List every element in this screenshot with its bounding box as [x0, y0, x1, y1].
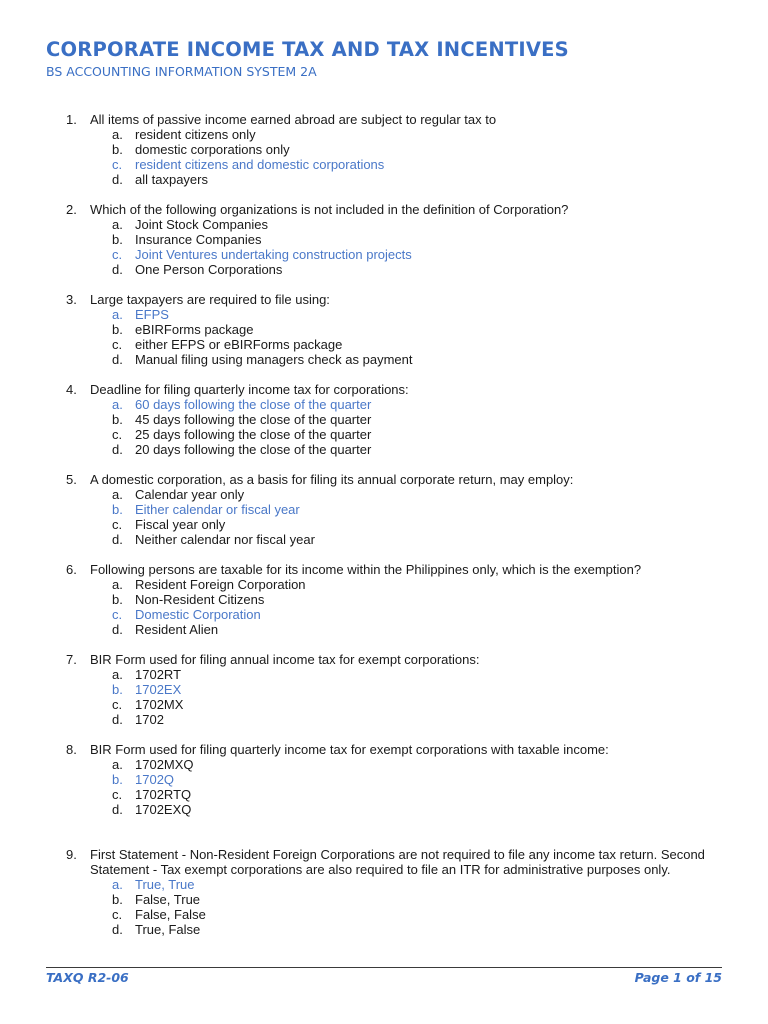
- option-list: [112, 127, 768, 187]
- option-item: [112, 487, 768, 502]
- option-text: Neither calendar nor fiscal year: [135, 532, 315, 547]
- option-letter: a.: [112, 307, 123, 322]
- option-text: 1702RT: [135, 667, 182, 682]
- option-text: Joint Stock Companies: [135, 217, 268, 232]
- option-letter: b.: [112, 412, 123, 427]
- option-text: Insurance Companies: [135, 232, 262, 247]
- option-text: False, False: [135, 907, 206, 922]
- option-letter: d.: [112, 712, 123, 727]
- option-text: 20 days following the close of the quarter: [135, 442, 372, 457]
- option-item: [112, 322, 768, 337]
- question-item: [0, 847, 768, 937]
- option-letter: c.: [112, 787, 123, 802]
- option-text: eBIRForms package: [135, 322, 254, 337]
- option-letter: d.: [112, 802, 123, 817]
- option-item: [112, 262, 768, 277]
- option-item: [112, 892, 768, 907]
- question-text: A domestic corporation, as a basis for filing its annual corporate return, may employ:: [90, 472, 574, 487]
- option-text: 45 days following the close of the quarter: [135, 412, 372, 427]
- question-text: All items of passive income earned abroad are subject to regular tax to: [90, 112, 497, 127]
- option-item: [112, 907, 768, 922]
- option-text: 1702MXQ: [135, 757, 194, 772]
- option-text: either EFPS or eBIRForms package: [135, 337, 343, 352]
- question-number: 2.: [66, 202, 77, 217]
- option-item: [112, 592, 768, 607]
- question-number: 4.: [66, 382, 77, 397]
- correct-option: [112, 247, 768, 262]
- option-item: [112, 442, 768, 457]
- option-text: Manual filing using managers check as payment: [135, 352, 413, 367]
- option-text: Non-Resident Citizens: [135, 592, 265, 607]
- question-item: [0, 112, 768, 187]
- option-item: [112, 697, 768, 712]
- option-list: [112, 217, 768, 277]
- question-number: 3.: [66, 292, 77, 307]
- option-text: Domestic Corporation: [135, 607, 261, 622]
- question-text: Following persons are taxable for its income within the Philippines only, which is the exemption?: [90, 562, 642, 577]
- option-letter: a.: [112, 217, 123, 232]
- option-item: [112, 232, 768, 247]
- option-letter: d.: [112, 922, 123, 937]
- question-number: 7.: [66, 652, 77, 667]
- correct-option: [112, 307, 768, 322]
- document-title: CORPORATE INCOME TAX AND TAX INCENTIVES: [46, 38, 569, 61]
- option-letter: d.: [112, 532, 123, 547]
- option-text: EFPS: [135, 307, 169, 322]
- option-item: [112, 337, 768, 352]
- option-text: False, True: [135, 892, 201, 907]
- option-letter: d.: [112, 262, 123, 277]
- option-list: [112, 577, 768, 637]
- question-item: [0, 202, 768, 277]
- document-subtitle: BS ACCOUNTING INFORMATION SYSTEM 2A: [46, 64, 317, 79]
- option-text: Either calendar or fiscal year: [135, 502, 300, 517]
- option-text: resident citizens and domestic corporations: [135, 157, 385, 172]
- option-item: [112, 517, 768, 532]
- question-number: 8.: [66, 742, 77, 757]
- question-text: Large taxpayers are required to file using:: [90, 292, 330, 307]
- option-letter: c.: [112, 907, 123, 922]
- option-letter: c.: [112, 337, 123, 352]
- question-text: Deadline for filing quarterly income tax for corporations:: [90, 382, 409, 397]
- option-text: True, False: [135, 922, 201, 937]
- option-item: [112, 667, 768, 682]
- footer-code: TAXQ R2-06: [46, 970, 129, 985]
- option-letter: b.: [112, 322, 123, 337]
- option-letter: a.: [112, 757, 123, 772]
- correct-option: [112, 607, 768, 622]
- option-text: domestic corporations only: [135, 142, 290, 157]
- option-letter: a.: [112, 667, 123, 682]
- option-list: [112, 487, 768, 547]
- option-letter: c.: [112, 607, 123, 622]
- question-number: 6.: [66, 562, 77, 577]
- option-letter: d.: [112, 622, 123, 637]
- question-number: 1.: [66, 112, 77, 127]
- option-letter: b.: [112, 142, 123, 157]
- option-item: [112, 757, 768, 772]
- option-letter: b.: [112, 502, 123, 517]
- question-item: [0, 742, 768, 817]
- option-text: True, True: [135, 877, 195, 892]
- option-item: [112, 712, 768, 727]
- question-text: First Statement - Non-Resident Foreign Corporations are not required to file any income tax return. Second Statement - Tax exempt corporations are also required to file an ITR for administrative purposes only.: [90, 847, 705, 877]
- option-item: [112, 217, 768, 232]
- option-letter: c.: [112, 697, 123, 712]
- option-item: [112, 787, 768, 802]
- option-text: 1702: [135, 712, 164, 727]
- option-letter: b.: [112, 232, 123, 247]
- option-item: [112, 127, 768, 142]
- option-item: [112, 922, 768, 937]
- option-list: [112, 397, 768, 457]
- question-item: [0, 652, 768, 727]
- option-text: Resident Alien: [135, 622, 219, 637]
- option-text: all taxpayers: [135, 172, 208, 187]
- option-text: 1702EX: [135, 682, 182, 697]
- option-text: Resident Foreign Corporation: [135, 577, 306, 592]
- option-letter: b.: [112, 682, 123, 697]
- option-text: 1702MX: [135, 697, 184, 712]
- option-text: 25 days following the close of the quarter: [135, 427, 372, 442]
- option-letter: a.: [112, 487, 123, 502]
- option-item: [112, 802, 768, 817]
- option-text: Calendar year only: [135, 487, 245, 502]
- option-letter: b.: [112, 892, 123, 907]
- question-item: [0, 562, 768, 637]
- option-item: [112, 172, 768, 187]
- question-item: [0, 472, 768, 547]
- option-letter: d.: [112, 172, 123, 187]
- correct-option: [112, 397, 768, 412]
- question-text: Which of the following organizations is not included in the definition of Corporation?: [90, 202, 569, 217]
- question-number: 5.: [66, 472, 77, 487]
- option-list: [112, 667, 768, 727]
- footer-divider: [46, 967, 722, 968]
- question-item: [0, 292, 768, 367]
- question-text: BIR Form used for filing annual income tax for exempt corporations:: [90, 652, 480, 667]
- option-letter: d.: [112, 442, 123, 457]
- option-letter: c.: [112, 247, 123, 262]
- question-item: [0, 382, 768, 457]
- correct-option: [112, 772, 768, 787]
- option-text: 60 days following the close of the quarter: [135, 397, 372, 412]
- option-letter: c.: [112, 427, 123, 442]
- option-text: 1702RTQ: [135, 787, 192, 802]
- option-item: [112, 427, 768, 442]
- option-text: Joint Ventures undertaking construction projects: [135, 247, 412, 262]
- question-number: 9.: [66, 847, 77, 862]
- option-item: [112, 622, 768, 637]
- option-letter: a.: [112, 877, 123, 892]
- correct-option: [112, 682, 768, 697]
- option-item: [112, 142, 768, 157]
- option-list: [112, 757, 768, 817]
- option-letter: b.: [112, 592, 123, 607]
- option-text: 1702Q: [135, 772, 175, 787]
- option-item: [112, 412, 768, 427]
- correct-option: [112, 877, 768, 892]
- option-list: [112, 877, 768, 937]
- option-list: [112, 307, 768, 367]
- option-letter: a.: [112, 577, 123, 592]
- option-text: resident citizens only: [135, 127, 256, 142]
- option-text: One Person Corporations: [135, 262, 283, 277]
- option-letter: a.: [112, 127, 123, 142]
- option-item: [112, 577, 768, 592]
- correct-option: [112, 502, 768, 517]
- option-text: Fiscal year only: [135, 517, 226, 532]
- question-text: BIR Form used for filing quarterly income tax for exempt corporations with taxable income:: [90, 742, 609, 757]
- question-list: [0, 112, 768, 952]
- option-item: [112, 532, 768, 547]
- option-item: [112, 352, 768, 367]
- option-letter: c.: [112, 517, 123, 532]
- option-letter: d.: [112, 352, 123, 367]
- option-text: 1702EXQ: [135, 802, 192, 817]
- option-letter: a.: [112, 397, 123, 412]
- option-letter: c.: [112, 157, 123, 172]
- document-header: [46, 38, 569, 79]
- correct-option: [112, 157, 768, 172]
- page-number: Page 1 of 15: [634, 970, 722, 985]
- option-letter: b.: [112, 772, 123, 787]
